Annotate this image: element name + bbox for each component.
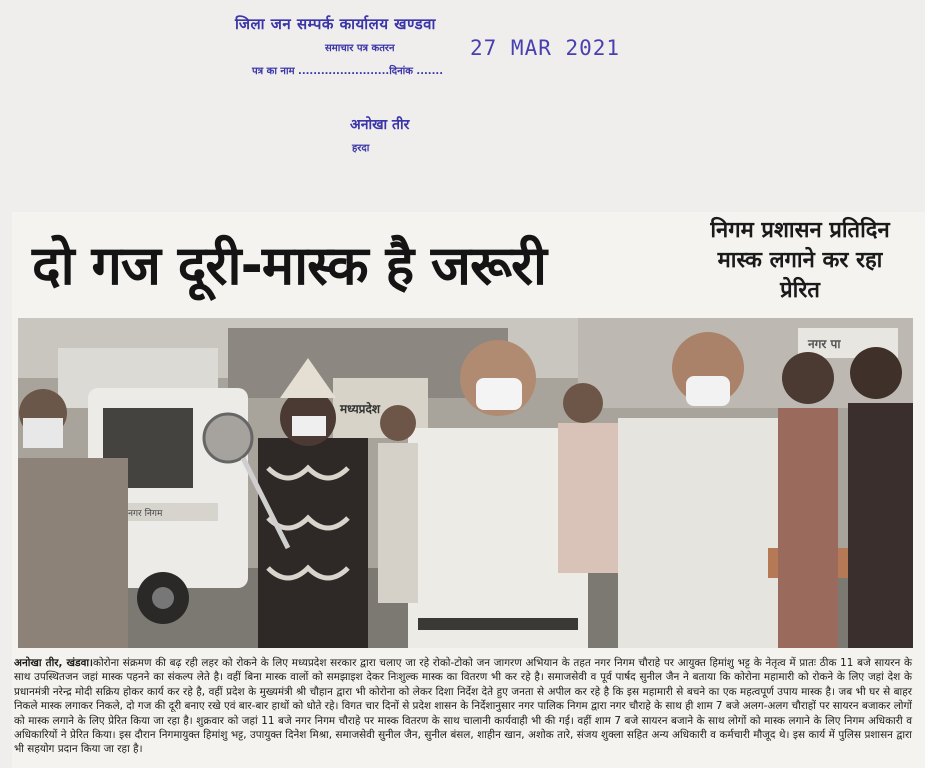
- headline: दो गज दूरी-मास्क है जरूरी: [32, 234, 547, 297]
- article-body: [14, 656, 912, 757]
- newspaper-city: हरदा: [352, 143, 370, 154]
- article-dateline: अनोखा तीर, खंडवा।: [14, 657, 93, 669]
- office-stamp-title: जिला जन सम्पर्क कार्यालय खण्डवा: [235, 15, 436, 33]
- stamp-date: 27 MAR 2021: [470, 36, 621, 60]
- newspaper-name: अनोखा तीर: [350, 117, 410, 133]
- article-text: कोरोना संक्रमण की बढ़ रही लहर को रोकने के लिए मध्यप्रदेश सरकार द्वारा चलाए जा रहे रोको-टोको जन जागरण अभियान के तहत नगर निगम चौराहे पर आयुक्त हिमांशु भट्ट के नेतृत्व में प्रातः ठीक 11 बजे सायरन के साथ उपस्थितजन जहां मास्क पहनने का संकल्प लेते है। वहीं बिना मास्क वालों को समझाइश देकर निःशुल्क मास्क का वितरण भी कर रहे है। समाजसेवी व पूर्व पार्षद सुनील जैन ने बताया कि कोरोना महामारी को रोकने के लिए जहां देश के प्रधानमंत्री नरेन्द्र मोदी सक्रिय होकर कार्य कर रहे है, वहीं प्रदेश के मुख्यमंत्री श्री चौहान द्वारा भी कोरोना को लेकर दिशा निर्देश देते हुए जनता से अपील कर रहे है कि इस महामारी से बचने का एक महत्वपूर्ण उपाय मास्क है। जब भी घर से बाहर निकले मास्क लगाकर निकले, दो गज की दूरी बनाए रखे एवं बार-बार हाथों को धोते रहे। विगत चार दिनों से प्रदेश शासन के निर्देशानुसार नगर पालिक निगम द्वारा नगर चौराहे के साथ ही शाम 7 बजे अलग-अलग चौराहों पर सायरन बजाकर लोगों को मास्क लगाने के लिए प्रेरित किया जा रहा है। शुक्रवार को जहां 11 बजे नगर निगम चौराहे पर मास्क वितरण के साथ चालानी कार्यवाही भी की गई। वहीं शाम 7 बजे सायरन बजाने के साथ लोगों को मास्क लगाने के लिए निगम अधिकारी व अधिकारियों ने प्रेरित किया। इस दौरान निगमायुक्त हिमांशु भट्ट, उपायुक्त दिनेश मिश्रा, समाजसेवी सुनील जैन, सुनील बंसल, शाहीन खान, अशोक तारे, संजय शुक्ला सहित अन्य अधिकारी व कर्मचारी मौजूद थे। इस कार्य में पुलिस प्रशासन द्वारा भी सहयोग प्रदान किया जा रहा है।: [14, 657, 912, 756]
- clipping-label: समाचार पत्र कतरन: [325, 43, 395, 54]
- subheadline: निगम प्रशासन प्रतिदिन मास्क लगाने कर रहा प्रेरित: [710, 218, 890, 303]
- vehicle-sign-text: नगर निगम: [128, 509, 163, 519]
- photo-illustration: [18, 318, 913, 648]
- news-photo: [18, 318, 913, 648]
- shop-sign-text: नगर पा: [808, 337, 841, 351]
- poster-sign-text: मध्यप्रदेश: [340, 402, 381, 416]
- paper-name-line: पत्र का नाम ........................दिनांक .......: [252, 66, 443, 77]
